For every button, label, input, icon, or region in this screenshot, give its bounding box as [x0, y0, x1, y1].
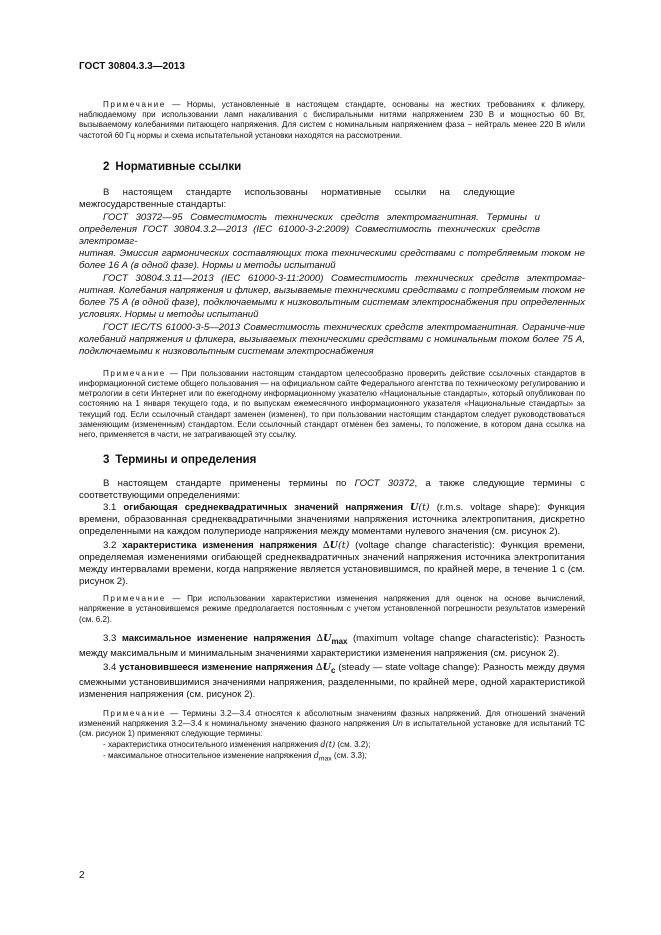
section-3-number: 3	[103, 454, 110, 467]
page-number: 2	[79, 870, 85, 881]
note-label: Примечание	[103, 100, 166, 109]
section-2-title: Нормативные ссылки	[115, 160, 242, 173]
note-3-text: При использовании характеристики изменения напряжения для оценок на основе вычислений, напряжение в установившемся режиме предполагается постоянным с учетом установленной погрешности результатов измерений (см. 6.2).	[79, 594, 586, 624]
term-3-3: 3.3 максимальное изменение напряжения $\Delta U_{max}$ (maximum voltage change characteristic): Разность между максимальным и минимальным значениями характеристики изменения напряжения (см. рисунок 2).	[79, 632, 585, 659]
note-4: Примечание — Термины 3.2—3.4 относятся к абсолютным значениям фазных напряжений. Для отношений значений изменений напряжения 3.2—3.4 к номинальному значению фазного напряжения Un в испытательной установке для испытаний ТС (см. рисунок 1) применяют следующие термины:	[79, 708, 585, 739]
section-2-number: 2	[103, 160, 110, 173]
term-3-1: 3.1 огибающая среднеквадратичных значений напряжения U(t) (r.m.s. voltage shape): Функция времени, образованная среднеквадратичными значениями напряжения источника электропитания, дискретно определенными на каждом полупериоде напряжения между моментами нулевого значения (см. рисунок 2).	[79, 502, 585, 538]
note-2: Примечание — При пользовании настоящим стандартом целесообразно проверить действие ссылочных стандартов в информационной системе общего пользования — на официальном сайте Федерального агентства по техническому регулированию и метрологии в сети Интернет или по ежегодному информационному указателю «Национальные стандарты», который опубликован по состоянию на 1 января текущего года, и по выпускам ежемесячного информационного указателя «Национальные стандарты» за текущий год. Если ссылочный стандарт заменен (изменен), то при пользовании настоящим стандартом следует руководствоваться заменяющим (измененным) стандартом. Если ссылочный стандарт отменен без замены, то положение, в котором дана ссылка на него, применяется в части, не затрагивающей эту ссылку.	[79, 368, 585, 440]
term-3-4: 3.4 установившееся изменение напряжения $\Delta U_c$ (steady — state voltage change): Разность между двумя смежными установившимися значениями напряжения, разделенными, по крайней мере, одной характеристикой изменения напряжения (см. рисунок 2).	[79, 661, 585, 700]
note-label: Примечание	[103, 368, 166, 378]
note-label: Примечание	[103, 594, 166, 604]
section-3-title: Термины и определения	[115, 454, 257, 467]
reference-gost-30372: ГОСТ 30372—95 Совместимость технических средств электромагнитная. Термины и определения ГОСТ 30804.3.2—2013 (IEC 61000-3-2:2009) Совместимость технических средств электромаг-	[79, 211, 541, 247]
list-item: - максимальное относительное изменение напряжения $d_{max}$ (см. 3.3);	[103, 750, 367, 764]
note-2-text: При пользовании настоящим стандартом целесообразно проверить действие ссылочных стандартов в информационной системе общего пользования — на официальном сайте Федерального агентства по техническому регулированию и метрологии в сети Интернет или по ежегодному информационному указателю «Национальные стандарты», который опубликован по состоянию на 1 января текущего года, и по выпускам ежемесячного информационного указателя «Национальные стандарты» за текущий год. Если ссылочный стандарт заменен (изменен), то при пользовании настоящим стандартом следует руководствоваться заменяющим (измененным) стандартом. Если ссылочный стандарт отменен без замены, то положение, в котором дана ссылка на него, применяется в части, не затрагивающей эту ссылку.	[79, 368, 585, 440]
page-content	[79, 90, 585, 765]
note-1: Примечание — Нормы, установленные в настоящем стандарте, основаны на жестких требованиях к фликеру, наблюдаемому при использовании ламп накаливания с биспиральными нитями напряжением 230 В и мощностью 60 Вт, вызываемому колебаниями питающего напряжения. Для систем с номинальным напряжением фаза − нейтраль менее 220 В и/или частотой 60 Гц нормы и схема испытательной установки находятся на рассмотрении.	[79, 100, 585, 140]
reference-gost-30804-3-2: нитная. Эмиссия гармонических составляющих тока техническими средствами с потребляемым током не более 16 А (в одной фазе). Нормы и методы испытаний	[79, 247, 585, 271]
note-1-text: Нормы, установленные в настоящем стандарте, основаны на жестких требованиях к фликеру, наблюдаемому при использовании ламп накаливания с биспиральными нитями напряжением 230 В и мощностью 60 Вт, вызываемому колебаниями питающего напряжения. Для систем с номинальным напряжением фаза − нейтраль менее 220 В и/или частотой 60 Гц нормы и схема испытательной установки находятся на рассмотрении.	[79, 100, 585, 140]
standard-header: ГОСТ 30804.3.3—2013	[79, 61, 185, 72]
section-2-intro: В настоящем стандарте использованы нормативные ссылки на следующие межгосударственные стандарты:	[79, 186, 515, 210]
section-3-heading	[103, 454, 585, 466]
term-3-2: 3.2 характеристика изменения напряжения ∆U(t) (voltage change characteristic): Функция времени, определяемая изменениями огибающей среднеквадратичных значений напряжения источника электропитания между интервалами времени, когда напряжение является установившимся, по крайней мере, в течение 1 с (см. рисунок 2).	[79, 540, 585, 588]
section-2-heading	[103, 161, 585, 173]
gost-30372-link: ГОСТ 30372	[354, 478, 415, 490]
section-3-intro: В настоящем стандарте применены термины по ГОСТ 30372, а также следующие термины с соответствующими определениями:	[79, 478, 585, 502]
reference-gost-iec-ts-61000-3-5: ГОСТ IEC/TS 61000-3-5—2013 Совместимость технических средств электромагнитная. Ограниче-ние колебаний напряжения и фликера, вызываемых техническими средствами с номинальным током более 75 А, подключаемыми к низковольтным системам электроснабжения	[79, 321, 585, 357]
reference-gost-30804-3-11: ГОСТ 30804.3.11—2013 (IEC 61000-3-11:2000) Совместимость технических средств электромаг-нитная. Колебания напряжения и фликер, вызываемые техническими средствами с потребляемым током не более 75 А (в одной фазе), подключаемыми к низковольтным системам электроснабжения при определенных условиях. Нормы и методы испытаний	[79, 272, 585, 320]
list-item: - характеристика относительного изменения напряжения d(t) (см. 3.2);	[103, 739, 371, 750]
note-3: Примечание — При использовании характеристики изменения напряжения для оценок на основе вычислений, напряжение в установившемся режиме предполагается постоянным с учетом установленной погрешности результатов измерений (см. 6.2).	[79, 594, 586, 624]
note-label: Примечание	[103, 708, 166, 718]
